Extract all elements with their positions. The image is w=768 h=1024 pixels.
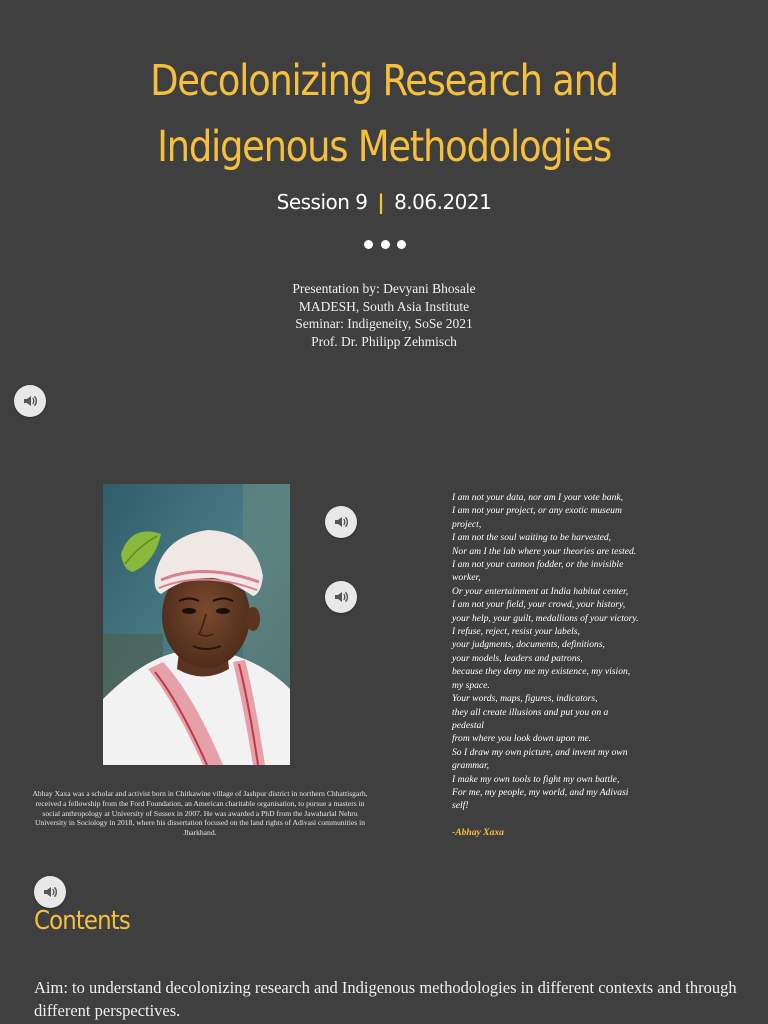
poem-line: I refuse, reject, resist your labels, bbox=[452, 626, 580, 638]
poem-line: project, bbox=[452, 518, 482, 530]
audio-play-button-3[interactable] bbox=[325, 581, 357, 613]
poem-line: So I draw my own picture, and invent my own bbox=[452, 746, 628, 758]
dot bbox=[364, 240, 373, 249]
presenter-info bbox=[0, 280, 768, 350]
poem-line: worker, bbox=[452, 572, 481, 584]
professor-line: Prof. Dr. Philipp Zehmisch bbox=[311, 333, 457, 349]
poem-line: I am not your cannon fodder, or the invisible bbox=[452, 559, 624, 571]
audio-play-button-1[interactable] bbox=[14, 385, 46, 417]
poem-line: your judgments, documents, definitions, bbox=[452, 639, 605, 651]
poem-line: my space. bbox=[452, 679, 490, 691]
portrait-illustration bbox=[103, 484, 290, 765]
dot bbox=[397, 240, 406, 249]
poem-line: I am not your project, or any exotic museum bbox=[452, 505, 622, 517]
poem-line: I make my own tools to fight my own battle, bbox=[452, 773, 620, 785]
decorative-dots bbox=[364, 240, 406, 249]
audio-play-button-2[interactable] bbox=[325, 506, 357, 538]
speaker-icon bbox=[22, 393, 38, 409]
aim-text: Aim: to understand decolonizing research and Indigenous methodologies in different contexts and through different perspectives. bbox=[34, 978, 737, 1020]
poem-line: your help, your guilt, medallions of your victory. bbox=[452, 612, 639, 624]
page-title bbox=[54, 48, 714, 180]
contents-heading: Contents bbox=[34, 906, 130, 936]
poem-line: pedestal bbox=[452, 719, 484, 731]
speaker-icon bbox=[42, 884, 58, 900]
seminar-line: Seminar: Indigeneity, SoSe 2021 bbox=[295, 316, 473, 331]
poem-line: Or your entertainment at India habitat center, bbox=[452, 585, 629, 597]
portrait-photo bbox=[103, 484, 290, 765]
photo-caption: Abhay Xaxa was a scholar and activist born in Chitkawine village of Jashpur district in northern Chhattisgarh, received a fellowship from the Ford Foundation, an American charitable organisation, to pursue a masters in social anthropology at University of Sussex in 2007. He was awarded a PhD from the Jawaharlal Nehru University in Sociology in 2018, where his dissertation focused on the land rights of Adivasi communities in Jharkhand. bbox=[32, 789, 368, 838]
session-date: 8.06.2021 bbox=[394, 190, 492, 214]
poem-line: I am not your data, nor am I your vote bank, bbox=[452, 492, 624, 503]
dot bbox=[381, 240, 390, 249]
session-label: Session 9 bbox=[276, 190, 368, 214]
poem-line: Your words, maps, figures, indicators, bbox=[452, 693, 598, 705]
poem-line: For me, my people, my world, and my Adivasi bbox=[452, 786, 629, 798]
poem-line: I am not your field, your crowd, your history, bbox=[452, 599, 626, 611]
poem-line: Nor am I the lab where your theories are tested. bbox=[452, 545, 637, 557]
title-line-1: Decolonizing Research and bbox=[150, 56, 618, 106]
poem-line: I am not the soul waiting to be harvested, bbox=[452, 532, 612, 544]
poem-line: your models, leaders and patrons, bbox=[452, 652, 583, 664]
poem-author: -Abhay Xaxa bbox=[452, 826, 504, 838]
institute-line: MADESH, South Asia Institute bbox=[298, 298, 470, 314]
poem-line: grammar, bbox=[452, 760, 490, 772]
poem-line: because they deny me my existence, my vision, bbox=[452, 666, 631, 678]
poem-line: self! bbox=[452, 800, 469, 812]
audio-play-button-4[interactable] bbox=[34, 876, 66, 908]
speaker-icon bbox=[333, 514, 349, 530]
poem-line: from where you look down upon me. bbox=[452, 733, 592, 745]
poem-line: they all create illusions and put you on a bbox=[452, 706, 609, 718]
poem bbox=[452, 491, 682, 839]
presenter-line: Presentation by: Devyani Bhosale bbox=[292, 281, 476, 296]
session-info bbox=[0, 190, 768, 214]
speaker-icon bbox=[333, 589, 349, 605]
session-separator: | bbox=[377, 190, 385, 214]
title-line-2: Indigenous Methodologies bbox=[157, 122, 611, 172]
